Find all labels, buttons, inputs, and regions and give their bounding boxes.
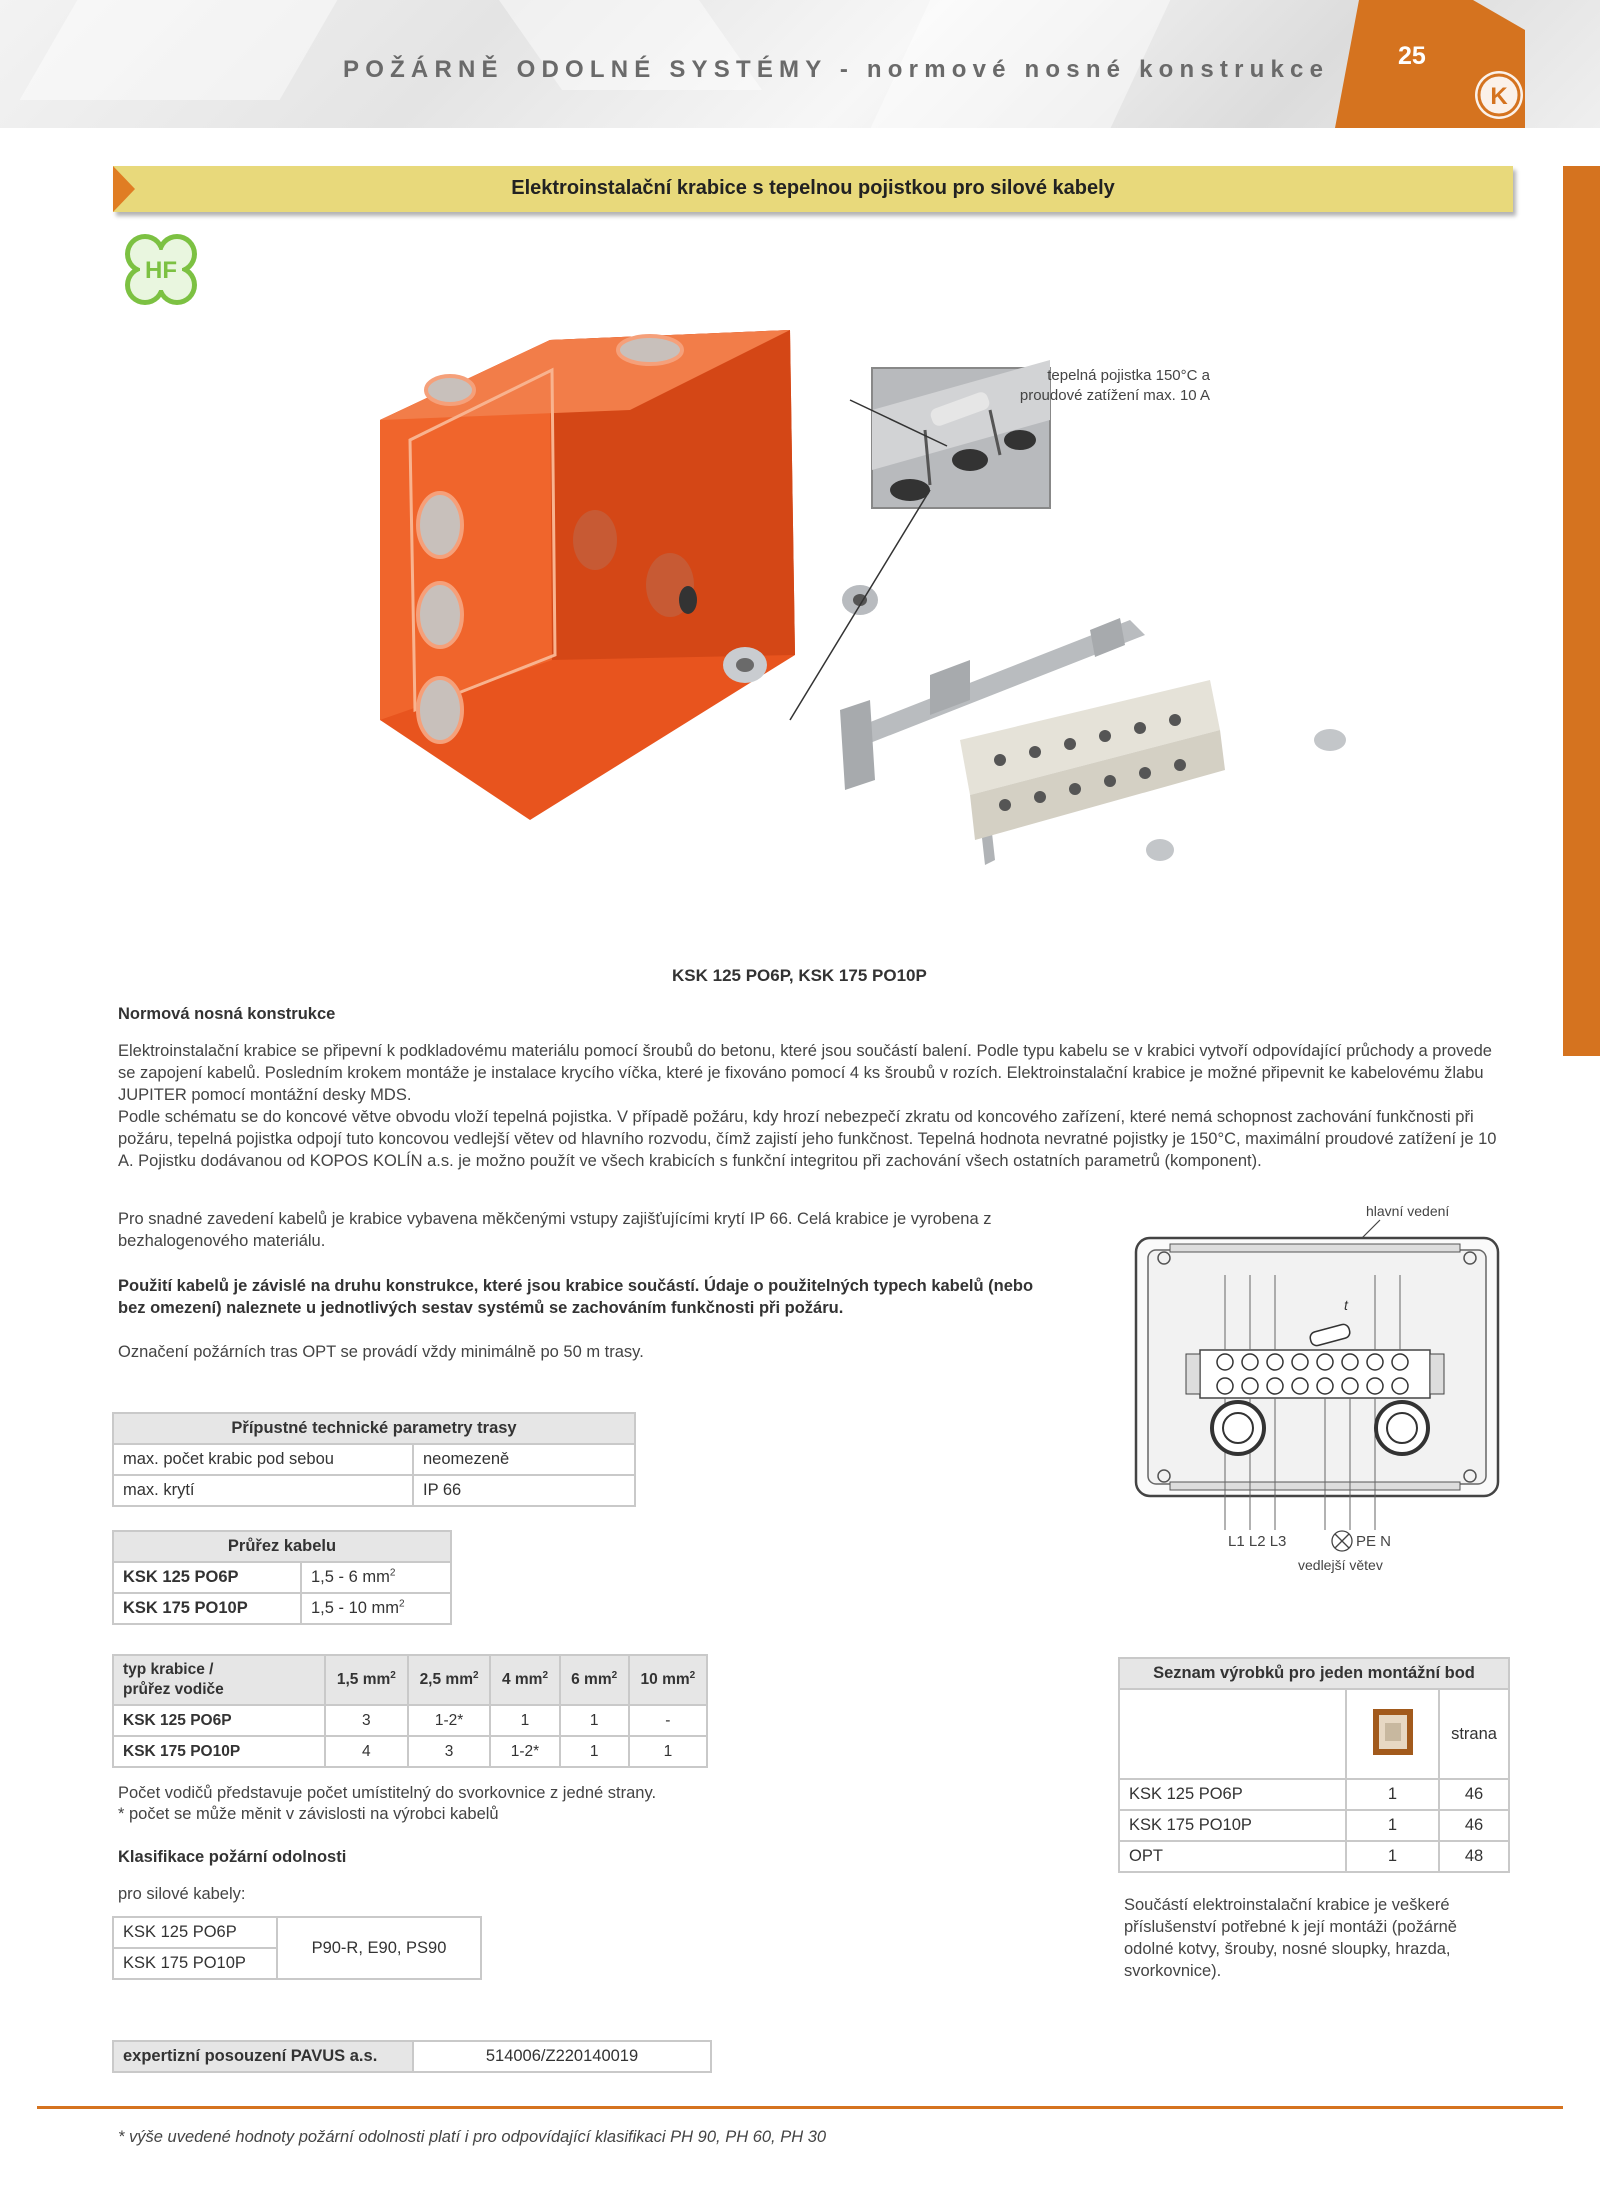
wiring-diagram	[1130, 1200, 1510, 1585]
paragraph-entries	[118, 1208, 1158, 1252]
table-row	[113, 1917, 481, 1948]
table-cell: OPT	[1119, 1841, 1346, 1872]
table-header: 2,5 $mm^2$	[408, 1655, 491, 1705]
table-cell: 1-2*	[490, 1736, 559, 1767]
table-cell: KSK 175 PO10P	[113, 1736, 325, 1767]
table-cell: 1	[629, 1736, 707, 1767]
diagram-label-pe-n: PE N	[1356, 1533, 1392, 1550]
table-row	[1119, 1841, 1509, 1872]
table-cell: P90-R, E90, PS90	[277, 1917, 481, 1979]
table-row	[113, 2041, 711, 2072]
table-cell: 1-2*	[408, 1705, 491, 1736]
diagram-label-main-line: hlavní vedení	[1366, 1203, 1450, 1219]
table-cell: IP 66	[413, 1475, 635, 1506]
corner-line2: průřez vodiče	[123, 1681, 224, 1698]
header-decor	[20, 0, 361, 100]
table-row	[113, 1593, 451, 1624]
table-row	[1119, 1779, 1509, 1810]
page-number: 25	[1398, 42, 1426, 70]
footer-divider	[37, 2106, 1563, 2109]
table-cell: max. krytí	[113, 1475, 413, 1506]
table-cell: 1	[1346, 1841, 1439, 1872]
table-route-parameters	[112, 1412, 636, 1507]
expertise-label: expertizní posouzení PAVUS a.s.	[113, 2041, 413, 2072]
table-cell: max. počet krabic pod sebou	[113, 1444, 413, 1475]
table-cell	[1119, 1689, 1346, 1779]
paragraph-mounting: Elektroinstalační krabice se připevní k podkladovému materiálu pomocí šroubů do betonu, které jsou součástí balení. Podle typu kabelu se v krabici vytvoří odpovídající průchody a provede se zapojení kabelů. Posledním krokem montáže je instalace krycího víčka, které je fixováno pomocí 4 ks šroubů v rozích. Elektroinstalační krabice je možné připevnit ke kabelovému žlabu JUPITER pomocí montážní desky MDS.	[118, 1042, 1492, 1104]
footer-note: * výše uvedené hodnoty požární odolnosti platí i pro odpovídající klasifikaci PH 90, PH 60, PH 30	[118, 2128, 827, 2146]
side-accent-bar	[1563, 166, 1600, 1056]
table-header: 10 $mm^2$	[629, 1655, 707, 1705]
diagram-label-branch: vedlejší větev	[1298, 1557, 1383, 1573]
table-row	[113, 1475, 635, 1506]
diagram-label-phases: L1 L2 L3	[1228, 1533, 1287, 1550]
product-caption: KSK 125 PO6P, KSK 175 PO10P	[672, 966, 927, 985]
classification-heading: Klasifikace požární odolnosti	[118, 1848, 347, 1866]
table-row	[113, 1444, 635, 1475]
table-row	[113, 1562, 451, 1593]
paragraph-fuse: Podle schématu se do koncové větve obvodu vloží tepelná pojistka. V případě požáru, kdy hrozí nebezpečí zkratu od koncového zařízení, které nemá schopnost zachování funkčnosti při požáru, tepelná pojistka odpojí tuto koncovou vedlejší větev od hlavního rozvodu, čímž zajistí jeho funkčnost. Tepelná hodnota nevratné pojistky je 150°C, maximální proudové zatížení je 10 A. Pojistku dodávanou od KOPOS KOLÍN a.s. je možno použít ve všech krabicích s funkční integritou při zachování všech ostatních parametrů (komponent).	[118, 1108, 1497, 1170]
table-cell: 1	[560, 1705, 629, 1736]
unit-sup: 2	[399, 1598, 405, 1610]
halogen-free-badge	[118, 228, 204, 312]
table-corner-header	[113, 1655, 325, 1705]
product-thumbnail-cell	[1346, 1689, 1439, 1779]
table-row	[113, 1705, 707, 1736]
table-cell: 3	[408, 1736, 491, 1767]
page-number-tab	[1335, 0, 1535, 128]
table-cell: neomezeně	[413, 1444, 635, 1475]
kopos-logo-icon: K	[1490, 83, 1508, 110]
box-thumbnail-icon	[1371, 1705, 1415, 1759]
table-header: Přípustné technické parametry trasy	[113, 1413, 635, 1444]
page-header-title: POŽÁRNĚ ODOLNÉ SYSTÉMY - normové nosné konstrukce	[343, 56, 1330, 83]
hf-badge-text: HF	[145, 257, 177, 284]
table-product-list	[1118, 1657, 1510, 1873]
corner-line1: typ krabice /	[123, 1661, 214, 1678]
table-cell: 1	[1346, 1779, 1439, 1810]
table-wire-count	[112, 1654, 708, 1768]
product-illustration	[370, 300, 1380, 900]
expertise-value: 514006/Z220140019	[413, 2041, 711, 2072]
table-cell: 1	[490, 1705, 559, 1736]
table-cell: 46	[1439, 1779, 1509, 1810]
table-cell: 4	[325, 1736, 408, 1767]
cross-value: 1,5 - 6 mm	[311, 1568, 390, 1586]
section-banner	[113, 166, 1513, 212]
table-row	[1119, 1810, 1509, 1841]
table-cable-cross-section	[112, 1530, 452, 1625]
table-cell: -	[629, 1705, 707, 1736]
table-cell: 3	[325, 1705, 408, 1736]
note-wire-count: Počet vodičů představuje počet umístitelný do svorkovnice z jedné strany.	[118, 1784, 657, 1802]
table-cell	[301, 1593, 451, 1624]
table-cell: KSK 125 PO6P	[113, 1705, 325, 1736]
table-cell: KSK 175 PO10P	[113, 1948, 277, 1979]
table-cell: 1	[1346, 1810, 1439, 1841]
table-header: 1,5 $mm^2$	[325, 1655, 408, 1705]
table-header: 6 $mm^2$	[560, 1655, 629, 1705]
paragraph-cables-line1: Použití kabelů je závislé na druhu konstrukce, které jsou krabice součástí. Údaje o použitelných typech kabelů (nebo	[118, 1277, 1034, 1295]
paragraph-entries-line2: bezhalogenového materiálu.	[118, 1232, 326, 1250]
table-cell: strana	[1439, 1689, 1509, 1779]
fuse-callout-line2: proudové zatížení max. 10 A	[1019, 387, 1210, 404]
fuse-callout	[990, 366, 1210, 406]
product-list-note: Součástí elektroinstalační krabice je veškeré příslušenství potřebné k její montáži (požárně odolné kotvy, šrouby, nosné sloupky, hrazda, svorkovnice).	[1124, 1896, 1457, 1980]
note-manufacturer: * počet se může měnit v závislosti na výrobci kabelů	[118, 1805, 499, 1823]
table-cell: KSK 125 PO6P	[113, 1917, 277, 1948]
table-cell: KSK 175 PO10P	[113, 1593, 301, 1624]
table-cell: KSK 125 PO6P	[113, 1562, 301, 1593]
classification-subheading: pro silové kabely:	[118, 1885, 246, 1903]
table-cell	[301, 1562, 451, 1593]
diagram-label-t: t	[1344, 1297, 1348, 1313]
unit-sup: 2	[389, 1567, 396, 1579]
table-cell: 46	[1439, 1810, 1509, 1841]
table-header: 4 $mm^2$	[490, 1655, 559, 1705]
paragraph-cables-line2: bez omezení) naleznete u jednotlivých sestav systémů se zachováním funkčnosti při požáru.	[118, 1299, 844, 1317]
fuse-callout-line1: tepelná pojistka 150°C a	[1047, 367, 1210, 384]
paragraph-opt: Označení požárních tras OPT se provádí vždy minimálně po 50 m trasy.	[118, 1343, 644, 1361]
table-classification	[112, 1916, 482, 1980]
table-row	[113, 1736, 707, 1767]
section-heading: Normová nosná konstrukce	[118, 1005, 336, 1023]
table-header: Seznam výrobků pro jeden montážní bod	[1119, 1658, 1509, 1689]
table-cell: 1	[560, 1736, 629, 1767]
table-expertise	[112, 2040, 712, 2073]
paragraph-entries-line1: Pro snadné zavedení kabelů je krabice vybavena měkčenými vstupy zajišťujícími krytí IP 66. Celá krabice je vyrobena z	[118, 1210, 992, 1228]
table-cell: KSK 125 PO6P	[1119, 1779, 1346, 1810]
table-cell: KSK 175 PO10P	[1119, 1810, 1346, 1841]
banner-title: Elektroinstalační krabice s tepelnou pojistkou pro silové kabely	[511, 177, 1115, 199]
paragraph-cables	[118, 1275, 1158, 1319]
table-header: Průřez kabelu	[113, 1531, 451, 1562]
table-cell: 48	[1439, 1841, 1509, 1872]
cross-value: 1,5 - 10 mm	[311, 1599, 400, 1617]
